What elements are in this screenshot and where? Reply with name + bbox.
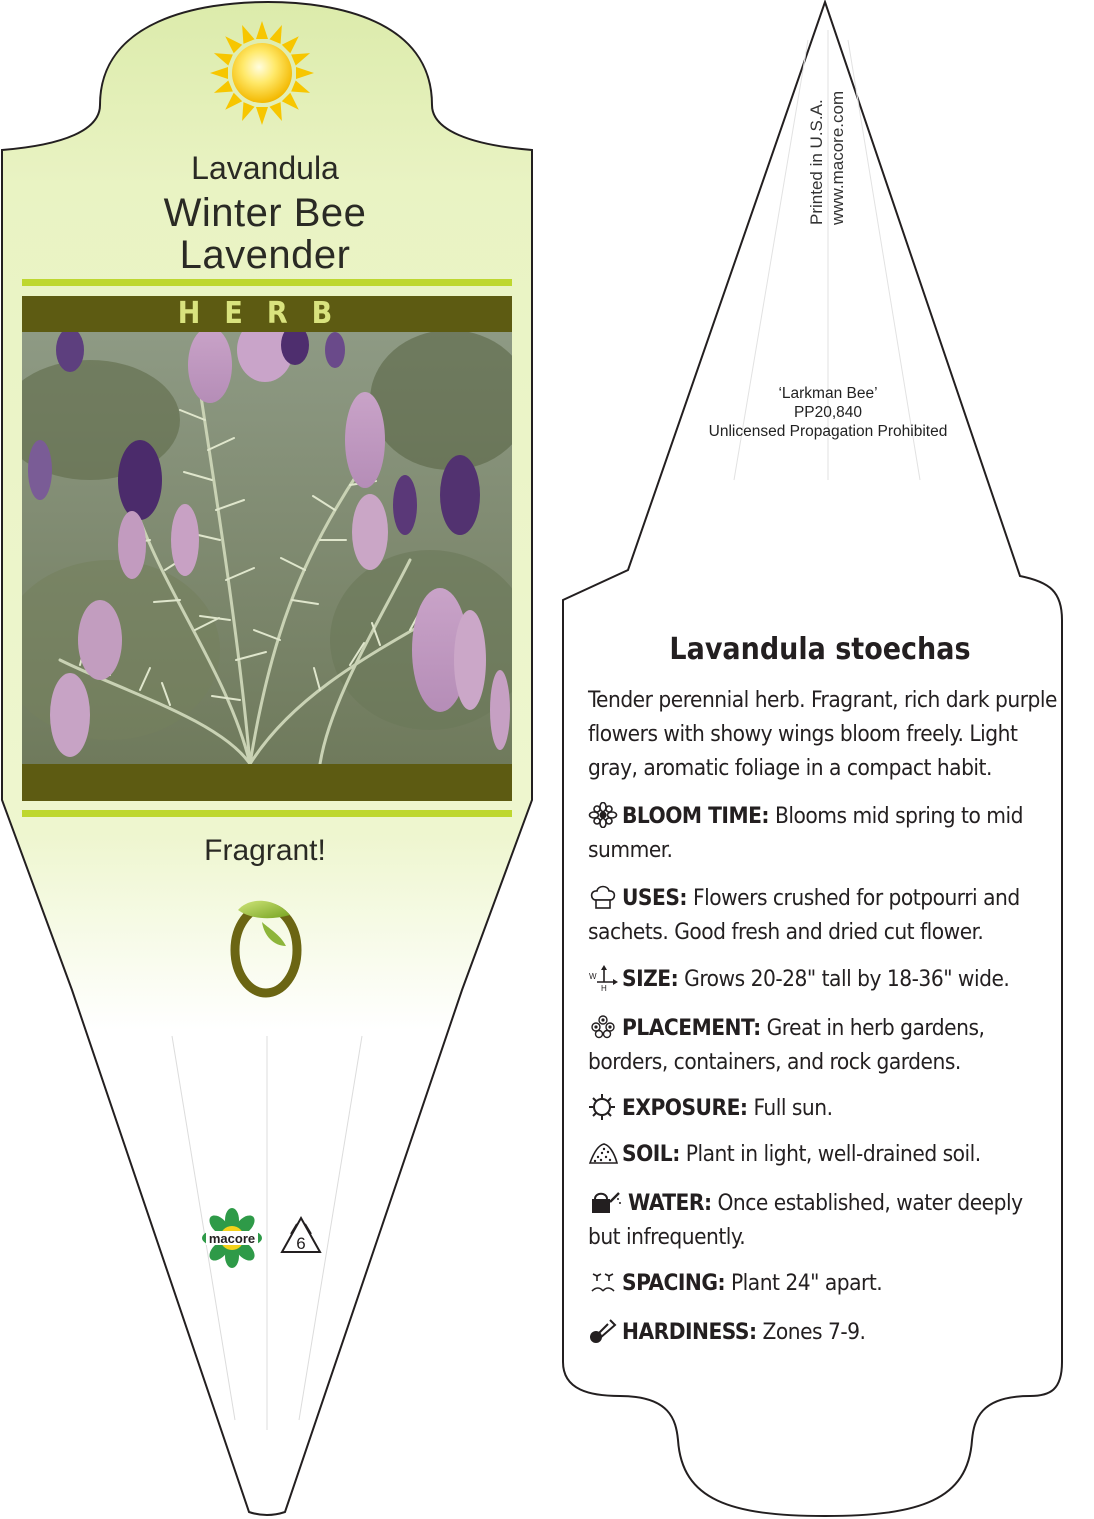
macore-logo [202,1208,262,1268]
care-text: Great in herb gardens, borders, containers, and rock gardens. [588,1015,985,1075]
care-placement [588,1011,1058,1079]
care-exposure [588,1091,1058,1125]
plant-genus: Lavandula [191,150,339,186]
lavender-plant-photo [0,318,530,764]
flower-icon [588,802,622,828]
botanical-name: Lavandula stoechas [669,632,971,667]
website-text: www.macore.com [828,90,847,225]
care-hardiness [588,1315,1058,1349]
plant-description: Tender perennial herb. Fragrant, rich dark purple flowers with showy wings bloom freely. Light gray, aromatic foliage in a compact habit. [588,687,1057,781]
size-arrows-icon [588,965,622,991]
care-text: Blooms mid spring to mid summer. [588,803,1023,863]
care-size [588,962,1058,996]
watering-can-icon [588,1189,628,1215]
care-text: Plant in light, well-drained soil. [679,1141,981,1167]
care-uses [588,881,1058,949]
tagline: Fragrant! [204,834,326,867]
care-text: Flowers crushed for potpourri and sachets. Good fresh and dried cut flower. [588,885,1020,945]
care-soil [588,1137,1058,1171]
care-label: SOIL: [622,1141,680,1167]
care-text: Full sun. [747,1095,833,1121]
soil-mound-icon [588,1140,622,1166]
size-icon-width-letter: W [589,972,597,981]
care-label: PLACEMENT: [622,1015,761,1041]
care-text: Plant 24" apart. [725,1270,883,1296]
size-icon-height-letter: H [601,984,607,991]
printed-in-text: Printed in U.S.A. [807,99,826,225]
lime-stripe-top [22,279,512,286]
chef-hat-icon [588,884,622,910]
care-bloom-time [588,799,1058,867]
care-text: Once established, water deeply but infrequently. [588,1190,1023,1250]
cultivar-block [668,384,988,441]
lime-stripe-bottom [22,810,512,817]
cultivar-name: ‘Larkman Bee’ [778,385,878,402]
propagation-notice: Unlicensed Propagation Prohibited [708,423,948,440]
care-label: USES: [622,885,688,911]
category-label: HERB [177,296,357,331]
sun-icon [210,21,314,125]
care-text: Zones 7-9. [756,1319,866,1345]
printer-info [806,91,848,225]
care-spacing [588,1266,1058,1300]
care-label: SPACING: [622,1270,726,1296]
macore-brand-text: macore [208,1231,256,1246]
care-label: HARDINESS: [622,1319,757,1345]
sun-outline-icon [588,1094,622,1120]
care-text: Grows 20-28" tall by 18-36" wide. [678,966,1010,992]
common-name-line1: Winter Bee [163,191,367,235]
olive-band-bottom [22,764,512,801]
care-label: EXPOSURE: [622,1095,748,1121]
patent-number: PP20,840 [793,404,863,421]
care-water [588,1186,1058,1254]
spacing-seedlings-icon [588,1269,622,1295]
common-name-line2: Lavender [179,233,351,277]
care-label: SIZE: [622,966,679,992]
placement-flowers-icon [588,1014,622,1040]
care-label: BLOOM TIME: [622,803,770,829]
care-label: WATER: [628,1190,712,1216]
recycle-code: 6 [296,1234,306,1253]
thermometer-icon [588,1318,622,1344]
common-name [40,192,490,276]
